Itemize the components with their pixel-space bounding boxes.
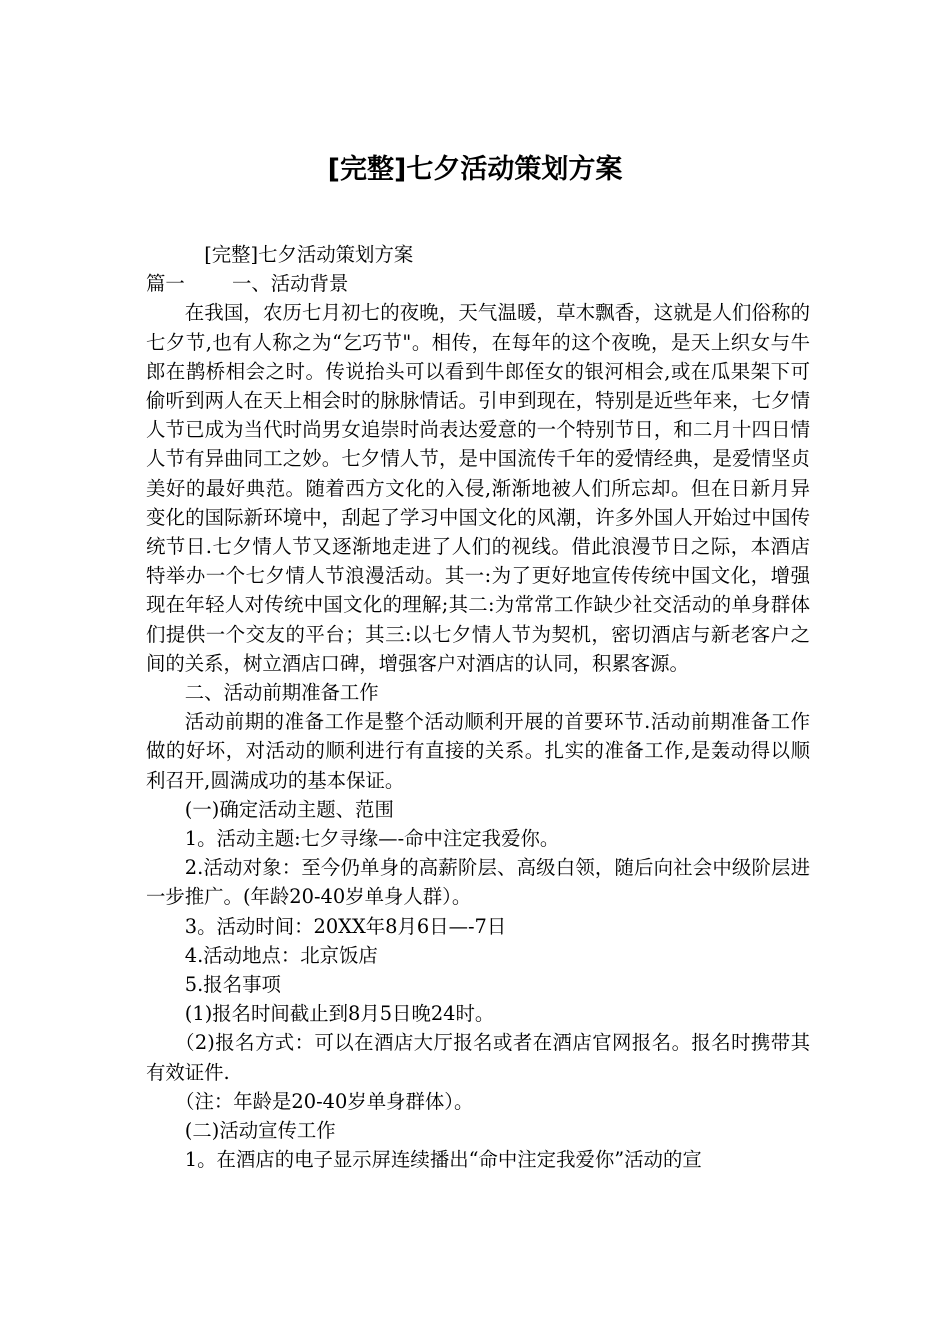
list-item: 5.报名事项 [184,973,281,997]
section-1-heading: 一、活动背景 [232,272,349,296]
list-item: 1。在酒店的电子显示屏连续播出“命中注定我爱你”活动的宣 [184,1148,702,1172]
list-item: 1。活动主题:七夕寻缘—-命中注定我爱你。 [184,827,560,851]
list-subitem: （2)报名方式：可以在酒店大厅报名或者在酒店官网报名。报名时携带其有效证件. [146,1031,810,1084]
document-title: [完整]七夕活动策划方案 [327,154,623,185]
background-paragraph: 在我国，农历七月初七的夜晚，天气温暖，草木飘香，这就是人们俗称的七夕节,也有人称之为“乞巧节"。相传，在每年的这个夜晚，是天上织女与牛郎在鹊桥相会之时。传说抬头可以看到牛郎侄女的银河相会,或在瓜果架下可偷听到两人在天上相会时的脉脉情话。引申到现在，特别是近些年来，七夕情人节已成为当代时尚男女追崇时尚表达爱意的一个特别节日，和二月十四日情人节有异曲同工之妙。七夕情人节，是中国流传千年的爱情经典，是爱情坚贞美好的最好典范。随着西方文化的入侵,渐渐地被人们所忘却。但在日新月异变化的国际新环境中，刮起了学习中国文化的风潮，许多外国人开始过中国传统节日.七夕情人节又逐渐地走进了人们的视线。借此浪漫节日之际，本酒店特举办一个七夕情人节浪漫活动。其一:为了更好地宣传传统中国文化，增强现在年轻人对传统中国文化的理解;其二:为常常工作缺少社交活动的单身群体们提供一个交友的平台；其三:以七夕情人节为契机，密切酒店与新老客户之间的关系，树立酒店口碑，增强客户对酒店的认同，积累客源。 [146,301,810,675]
section-2-heading: 二、活动前期准备工作 [184,681,379,705]
list-item: 2.活动对象：至今仍单身的高薪阶层、高级白领，随后向社会中级阶层进一步推广。(年龄20-40岁单身人群）。 [146,856,810,909]
section-1-line [146,269,810,298]
list-subitem: (1)报名时间截止到8月5日晚24时。 [184,1002,495,1026]
note-line: （注：年龄是20-40岁单身群体）。 [175,1089,474,1113]
list-item: 3。活动时间：20XX年8月6日—-7日 [184,914,507,938]
document-subtitle: [完整]七夕活动策划方案 [204,243,414,266]
subsection-2-heading: (二)活动宣传工作 [184,1119,336,1143]
list-item: 4.活动地点：北京饭店 [184,943,378,967]
preparation-paragraph: 活动前期的准备工作是整个活动顺利开展的首要环节.活动前期准备工作做的好坏，对活动的顺利进行有直接的关系。扎实的准备工作,是轰动得以顺利召开,圆满成功的基本保证。 [146,710,810,792]
part-label: 篇一 [146,272,185,296]
subsection-1-heading: (一)确定活动主题、范围 [184,797,394,821]
document-body [146,240,810,1175]
